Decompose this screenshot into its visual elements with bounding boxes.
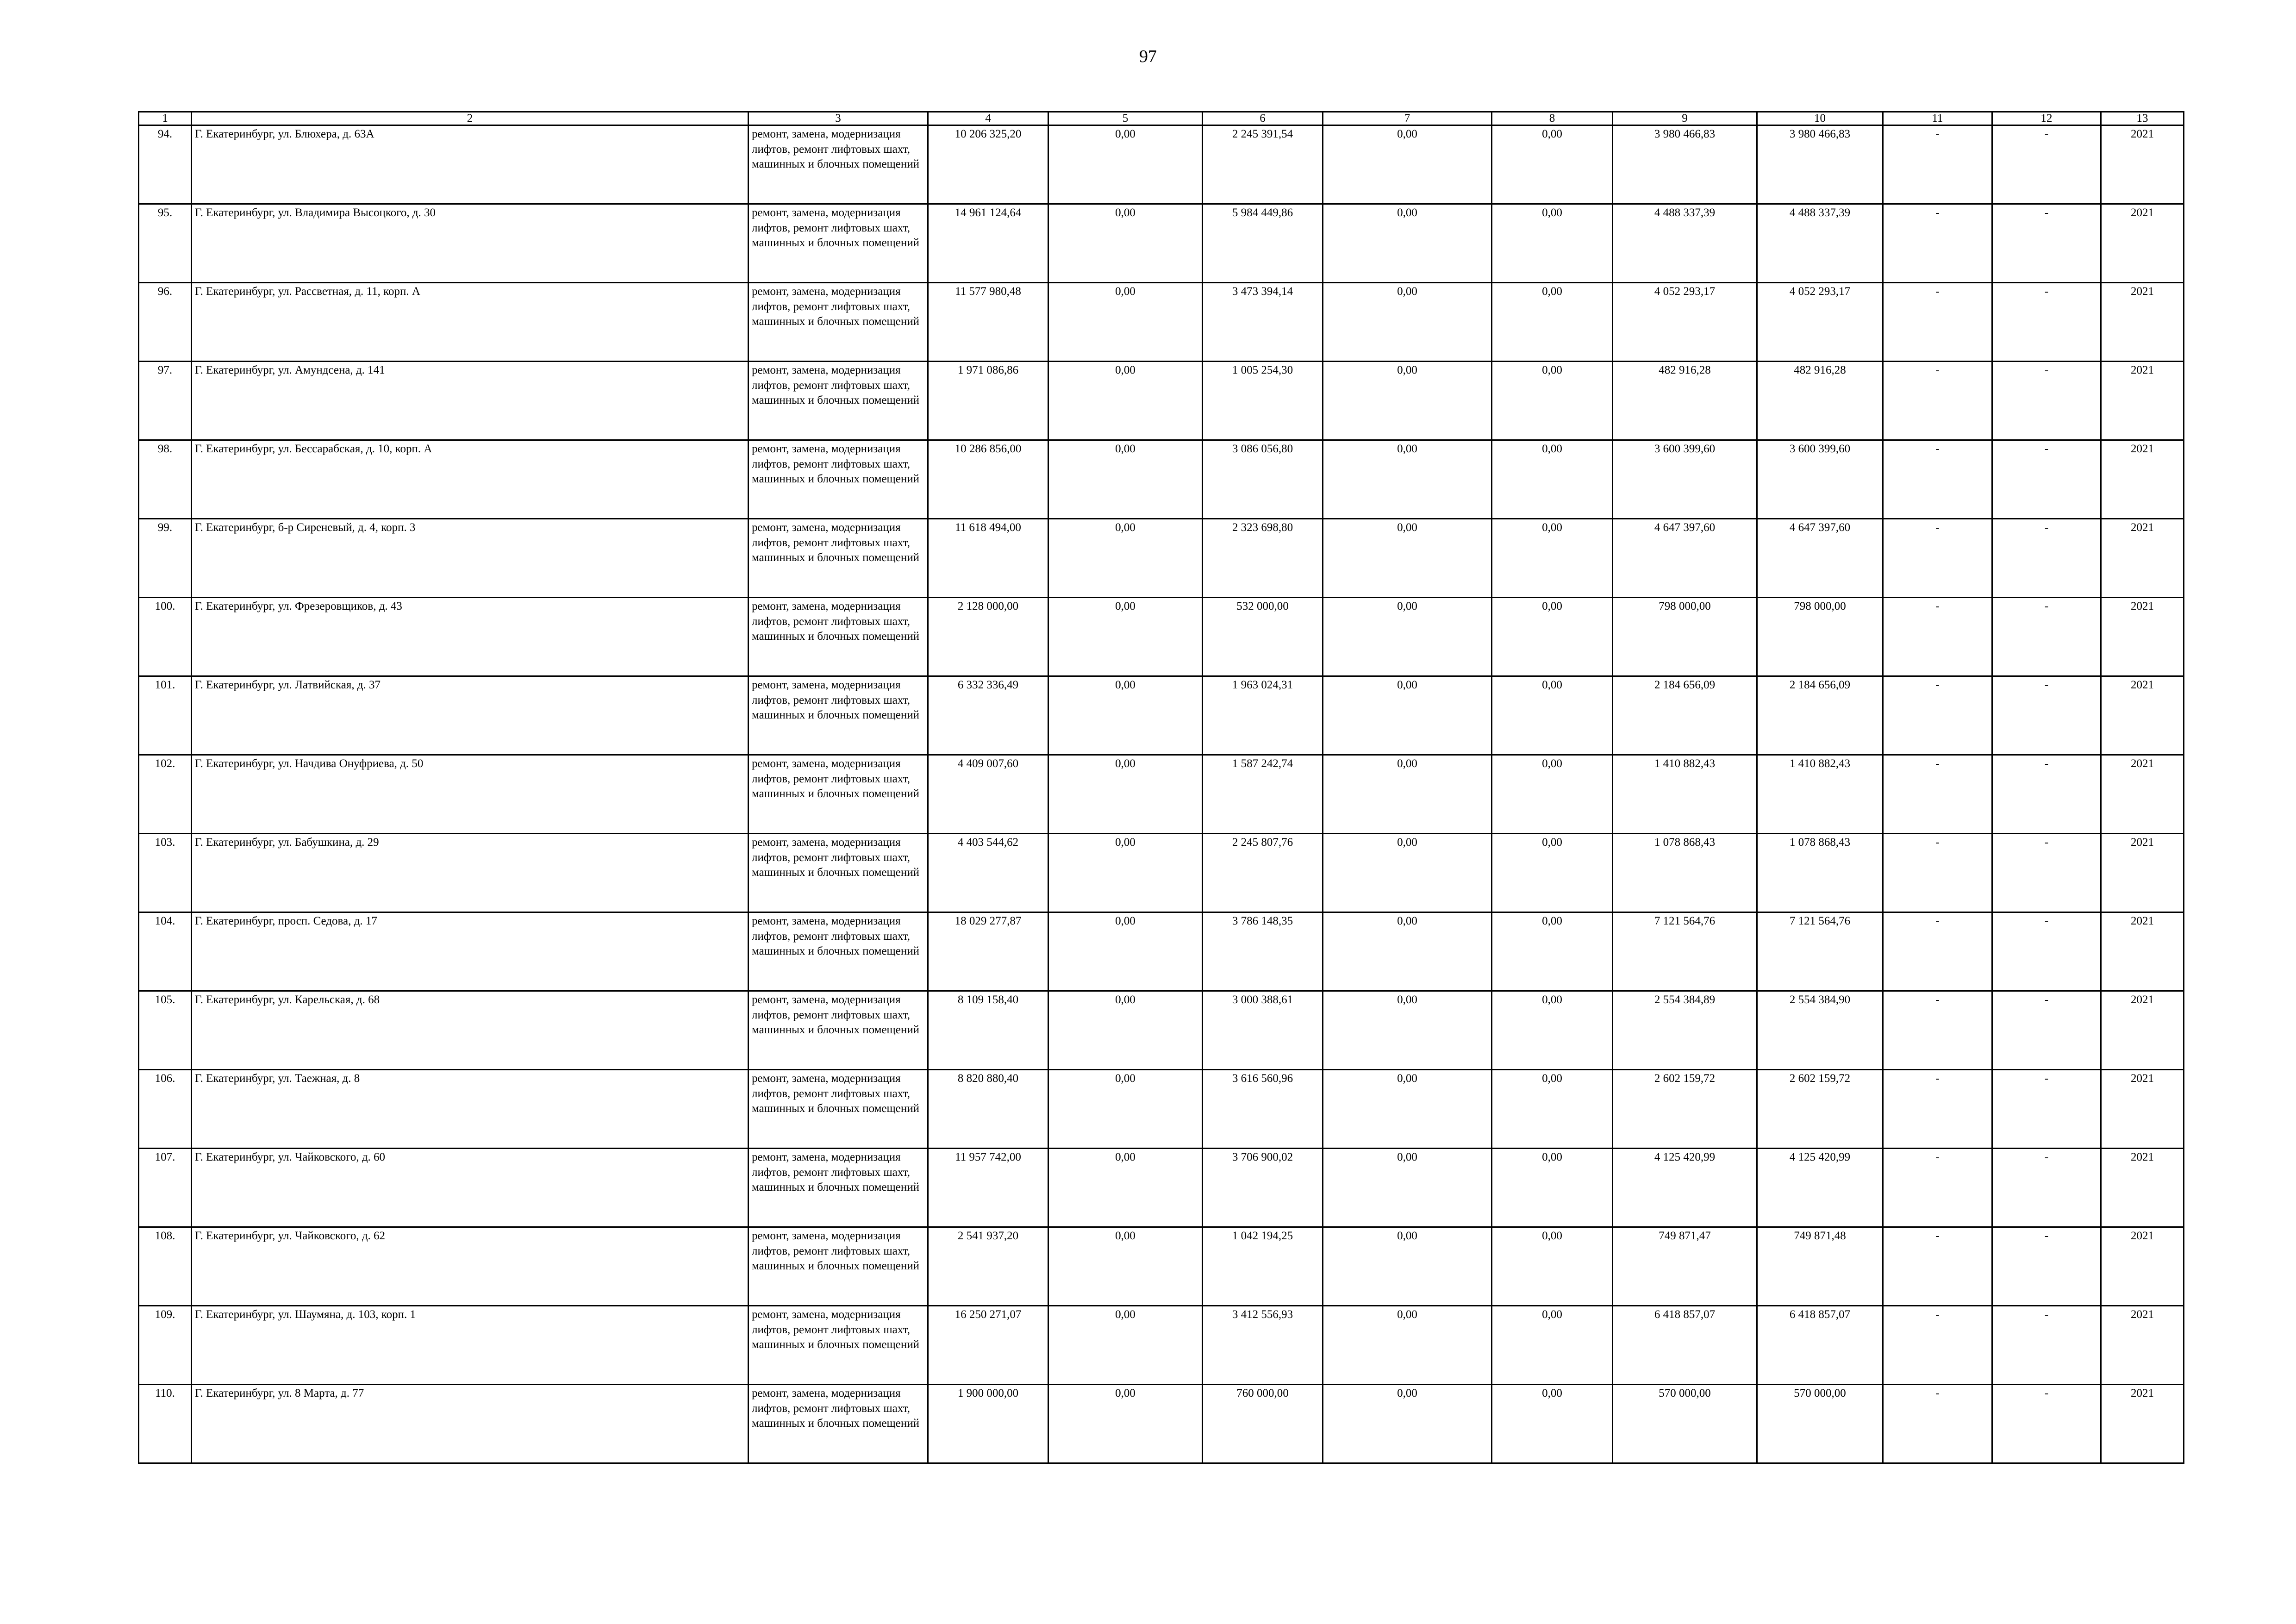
col-4-cell: 8 820 880,40 xyxy=(928,1070,1048,1149)
year-cell: 2021 xyxy=(2101,834,2184,912)
column-header-3: 3 xyxy=(749,112,928,125)
table-row xyxy=(139,755,2184,834)
col-9-cell: 482 916,28 xyxy=(1613,362,1757,440)
work-type-cell: ремонт, замена, модернизация лифтов, ремонт лифтовых шахт, машинных и блочных помещений xyxy=(749,283,928,362)
year-cell: 2021 xyxy=(2101,676,2184,755)
col-8-cell: 0,00 xyxy=(1492,912,1613,991)
address-cell: Г. Екатеринбург, ул. Карельская, д. 68 xyxy=(192,991,749,1070)
year-cell: 2021 xyxy=(2101,519,2184,598)
year-cell: 2021 xyxy=(2101,362,2184,440)
col-11-cell: - xyxy=(1883,912,1992,991)
col-9-cell: 4 052 293,17 xyxy=(1613,283,1757,362)
col-8-cell: 0,00 xyxy=(1492,440,1613,519)
col-11-cell: - xyxy=(1883,283,1992,362)
year-cell: 2021 xyxy=(2101,598,2184,676)
col-7-cell: 0,00 xyxy=(1323,440,1492,519)
col-9-cell: 3 600 399,60 xyxy=(1613,440,1757,519)
row-number: 102. xyxy=(139,755,192,834)
work-type-cell: ремонт, замена, модернизация лифтов, ремонт лифтовых шахт, машинных и блочных помещений xyxy=(749,991,928,1070)
table-row xyxy=(139,283,2184,362)
col-5-cell: 0,00 xyxy=(1048,519,1203,598)
col-7-cell: 0,00 xyxy=(1323,283,1492,362)
col-6-cell: 2 245 807,76 xyxy=(1203,834,1323,912)
row-number: 103. xyxy=(139,834,192,912)
col-7-cell: 0,00 xyxy=(1323,1385,1492,1463)
address-cell: Г. Екатеринбург, ул. Рассветная, д. 11, корп. А xyxy=(192,283,749,362)
col-8-cell: 0,00 xyxy=(1492,125,1613,204)
col-11-cell: - xyxy=(1883,204,1992,283)
year-cell: 2021 xyxy=(2101,991,2184,1070)
row-number: 97. xyxy=(139,362,192,440)
col-12-cell: - xyxy=(1992,1149,2101,1227)
column-header-7: 7 xyxy=(1323,112,1492,125)
row-number: 98. xyxy=(139,440,192,519)
col-6-cell: 3 086 056,80 xyxy=(1203,440,1323,519)
col-4-cell: 11 577 980,48 xyxy=(928,283,1048,362)
col-5-cell: 0,00 xyxy=(1048,755,1203,834)
row-number: 99. xyxy=(139,519,192,598)
col-12-cell: - xyxy=(1992,1070,2101,1149)
col-10-cell: 3 600 399,60 xyxy=(1757,440,1883,519)
col-10-cell: 2 602 159,72 xyxy=(1757,1070,1883,1149)
col-9-cell: 1 410 882,43 xyxy=(1613,755,1757,834)
col-4-cell: 6 332 336,49 xyxy=(928,676,1048,755)
row-number: 108. xyxy=(139,1227,192,1306)
address-cell: Г. Екатеринбург, ул. 8 Марта, д. 77 xyxy=(192,1385,749,1463)
column-header-13: 13 xyxy=(2101,112,2184,125)
column-header-11: 11 xyxy=(1883,112,1992,125)
col-11-cell: - xyxy=(1883,676,1992,755)
address-cell: Г. Екатеринбург, ул. Латвийская, д. 37 xyxy=(192,676,749,755)
work-type-cell: ремонт, замена, модернизация лифтов, ремонт лифтовых шахт, машинных и блочных помещений xyxy=(749,755,928,834)
col-6-cell: 532 000,00 xyxy=(1203,598,1323,676)
col-5-cell: 0,00 xyxy=(1048,125,1203,204)
col-6-cell: 5 984 449,86 xyxy=(1203,204,1323,283)
col-4-cell: 2 541 937,20 xyxy=(928,1227,1048,1306)
col-10-cell: 2 184 656,09 xyxy=(1757,676,1883,755)
address-cell: Г. Екатеринбург, ул. Амундсена, д. 141 xyxy=(192,362,749,440)
row-number: 110. xyxy=(139,1385,192,1463)
col-5-cell: 0,00 xyxy=(1048,283,1203,362)
col-11-cell: - xyxy=(1883,362,1992,440)
col-6-cell: 2 323 698,80 xyxy=(1203,519,1323,598)
col-6-cell: 2 245 391,54 xyxy=(1203,125,1323,204)
row-number: 104. xyxy=(139,912,192,991)
col-5-cell: 0,00 xyxy=(1048,912,1203,991)
work-type-cell: ремонт, замена, модернизация лифтов, ремонт лифтовых шахт, машинных и блочных помещений xyxy=(749,204,928,283)
col-6-cell: 3 616 560,96 xyxy=(1203,1070,1323,1149)
col-4-cell: 16 250 271,07 xyxy=(928,1306,1048,1385)
year-cell: 2021 xyxy=(2101,440,2184,519)
col-12-cell: - xyxy=(1992,912,2101,991)
col-4-cell: 4 409 007,60 xyxy=(928,755,1048,834)
col-12-cell: - xyxy=(1992,362,2101,440)
col-8-cell: 0,00 xyxy=(1492,519,1613,598)
table-row xyxy=(139,362,2184,440)
col-10-cell: 1 078 868,43 xyxy=(1757,834,1883,912)
address-cell: Г. Екатеринбург, ул. Шаумяна, д. 103, корп. 1 xyxy=(192,1306,749,1385)
col-8-cell: 0,00 xyxy=(1492,991,1613,1070)
year-cell: 2021 xyxy=(2101,912,2184,991)
table-row xyxy=(139,204,2184,283)
work-type-cell: ремонт, замена, модернизация лифтов, ремонт лифтовых шахт, машинных и блочных помещений xyxy=(749,1227,928,1306)
col-10-cell: 7 121 564,76 xyxy=(1757,912,1883,991)
col-9-cell: 3 980 466,83 xyxy=(1613,125,1757,204)
year-cell: 2021 xyxy=(2101,1149,2184,1227)
column-header-6: 6 xyxy=(1203,112,1323,125)
address-cell: Г. Екатеринбург, ул. Бессарабская, д. 10, корп. А xyxy=(192,440,749,519)
col-7-cell: 0,00 xyxy=(1323,598,1492,676)
row-number: 109. xyxy=(139,1306,192,1385)
col-4-cell: 2 128 000,00 xyxy=(928,598,1048,676)
col-10-cell: 6 418 857,07 xyxy=(1757,1306,1883,1385)
col-5-cell: 0,00 xyxy=(1048,598,1203,676)
year-cell: 2021 xyxy=(2101,125,2184,204)
work-type-cell: ремонт, замена, модернизация лифтов, ремонт лифтовых шахт, машинных и блочных помещений xyxy=(749,598,928,676)
col-10-cell: 570 000,00 xyxy=(1757,1385,1883,1463)
col-7-cell: 0,00 xyxy=(1323,1306,1492,1385)
col-6-cell: 1 587 242,74 xyxy=(1203,755,1323,834)
column-header-12: 12 xyxy=(1992,112,2101,125)
col-8-cell: 0,00 xyxy=(1492,204,1613,283)
col-7-cell: 0,00 xyxy=(1323,1149,1492,1227)
col-12-cell: - xyxy=(1992,1385,2101,1463)
col-9-cell: 798 000,00 xyxy=(1613,598,1757,676)
col-10-cell: 4 052 293,17 xyxy=(1757,283,1883,362)
column-header-2: 2 xyxy=(192,112,749,125)
work-type-cell: ремонт, замена, модернизация лифтов, ремонт лифтовых шахт, машинных и блочных помещений xyxy=(749,362,928,440)
col-6-cell: 3 706 900,02 xyxy=(1203,1149,1323,1227)
col-5-cell: 0,00 xyxy=(1048,204,1203,283)
table-row xyxy=(139,1385,2184,1463)
col-7-cell: 0,00 xyxy=(1323,912,1492,991)
col-10-cell: 749 871,48 xyxy=(1757,1227,1883,1306)
col-5-cell: 0,00 xyxy=(1048,834,1203,912)
col-9-cell: 2 554 384,89 xyxy=(1613,991,1757,1070)
col-11-cell: - xyxy=(1883,1385,1992,1463)
table-row xyxy=(139,991,2184,1070)
table-row xyxy=(139,1149,2184,1227)
address-cell: Г. Екатеринбург, ул. Чайковского, д. 60 xyxy=(192,1149,749,1227)
col-11-cell: - xyxy=(1883,1149,1992,1227)
col-5-cell: 0,00 xyxy=(1048,362,1203,440)
row-number: 101. xyxy=(139,676,192,755)
col-6-cell: 3 412 556,93 xyxy=(1203,1306,1323,1385)
col-9-cell: 570 000,00 xyxy=(1613,1385,1757,1463)
column-header-10: 10 xyxy=(1757,112,1883,125)
column-header-9: 9 xyxy=(1613,112,1757,125)
work-type-cell: ремонт, замена, модернизация лифтов, ремонт лифтовых шахт, машинных и блочных помещений xyxy=(749,1385,928,1463)
col-6-cell: 3 000 388,61 xyxy=(1203,991,1323,1070)
col-8-cell: 0,00 xyxy=(1492,755,1613,834)
year-cell: 2021 xyxy=(2101,1070,2184,1149)
col-5-cell: 0,00 xyxy=(1048,1070,1203,1149)
row-number: 106. xyxy=(139,1070,192,1149)
table-row xyxy=(139,1227,2184,1306)
col-11-cell: - xyxy=(1883,1306,1992,1385)
col-7-cell: 0,00 xyxy=(1323,1070,1492,1149)
col-5-cell: 0,00 xyxy=(1048,1149,1203,1227)
col-10-cell: 2 554 384,90 xyxy=(1757,991,1883,1070)
work-type-cell: ремонт, замена, модернизация лифтов, ремонт лифтовых шахт, машинных и блочных помещений xyxy=(749,912,928,991)
work-type-cell: ремонт, замена, модернизация лифтов, ремонт лифтовых шахт, машинных и блочных помещений xyxy=(749,834,928,912)
row-number: 105. xyxy=(139,991,192,1070)
col-11-cell: - xyxy=(1883,991,1992,1070)
col-12-cell: - xyxy=(1992,598,2101,676)
col-7-cell: 0,00 xyxy=(1323,755,1492,834)
work-type-cell: ремонт, замена, модернизация лифтов, ремонт лифтовых шахт, машинных и блочных помещений xyxy=(749,1149,928,1227)
col-5-cell: 0,00 xyxy=(1048,1385,1203,1463)
table-row xyxy=(139,519,2184,598)
column-header-1: 1 xyxy=(139,112,192,125)
col-9-cell: 749 871,47 xyxy=(1613,1227,1757,1306)
col-11-cell: - xyxy=(1883,519,1992,598)
address-cell: Г. Екатеринбург, б-р Сиреневый, д. 4, корп. 3 xyxy=(192,519,749,598)
address-cell: Г. Екатеринбург, ул. Блюхера, д. 63А xyxy=(192,125,749,204)
col-12-cell: - xyxy=(1992,676,2101,755)
col-8-cell: 0,00 xyxy=(1492,283,1613,362)
col-10-cell: 1 410 882,43 xyxy=(1757,755,1883,834)
col-4-cell: 1 971 086,86 xyxy=(928,362,1048,440)
table-row xyxy=(139,1306,2184,1385)
row-number: 96. xyxy=(139,283,192,362)
col-6-cell: 3 786 148,35 xyxy=(1203,912,1323,991)
col-11-cell: - xyxy=(1883,125,1992,204)
col-11-cell: - xyxy=(1883,755,1992,834)
col-5-cell: 0,00 xyxy=(1048,676,1203,755)
address-cell: Г. Екатеринбург, просп. Седова, д. 17 xyxy=(192,912,749,991)
page-number: 97 xyxy=(1139,47,1157,66)
work-type-cell: ремонт, замена, модернизация лифтов, ремонт лифтовых шахт, машинных и блочных помещений xyxy=(749,440,928,519)
col-12-cell: - xyxy=(1992,1227,2101,1306)
col-6-cell: 760 000,00 xyxy=(1203,1385,1323,1463)
col-10-cell: 4 125 420,99 xyxy=(1757,1149,1883,1227)
col-4-cell: 1 900 000,00 xyxy=(928,1385,1048,1463)
col-8-cell: 0,00 xyxy=(1492,1149,1613,1227)
col-11-cell: - xyxy=(1883,598,1992,676)
col-4-cell: 10 286 856,00 xyxy=(928,440,1048,519)
col-12-cell: - xyxy=(1992,991,2101,1070)
col-12-cell: - xyxy=(1992,519,2101,598)
column-number-header xyxy=(139,112,2184,125)
col-10-cell: 798 000,00 xyxy=(1757,598,1883,676)
column-header-4: 4 xyxy=(928,112,1048,125)
col-11-cell: - xyxy=(1883,834,1992,912)
table-row xyxy=(139,440,2184,519)
table-row xyxy=(139,912,2184,991)
col-7-cell: 0,00 xyxy=(1323,125,1492,204)
col-10-cell: 3 980 466,83 xyxy=(1757,125,1883,204)
col-12-cell: - xyxy=(1992,204,2101,283)
col-12-cell: - xyxy=(1992,834,2101,912)
row-number: 107. xyxy=(139,1149,192,1227)
table-row xyxy=(139,834,2184,912)
work-type-cell: ремонт, замена, модернизация лифтов, ремонт лифтовых шахт, машинных и блочных помещений xyxy=(749,519,928,598)
col-7-cell: 0,00 xyxy=(1323,1227,1492,1306)
col-4-cell: 14 961 124,64 xyxy=(928,204,1048,283)
col-6-cell: 3 473 394,14 xyxy=(1203,283,1323,362)
col-12-cell: - xyxy=(1992,440,2101,519)
col-10-cell: 482 916,28 xyxy=(1757,362,1883,440)
col-6-cell: 1 005 254,30 xyxy=(1203,362,1323,440)
col-5-cell: 0,00 xyxy=(1048,440,1203,519)
column-header-5: 5 xyxy=(1048,112,1203,125)
col-7-cell: 0,00 xyxy=(1323,519,1492,598)
address-cell: Г. Екатеринбург, ул. Фрезеровщиков, д. 43 xyxy=(192,598,749,676)
col-8-cell: 0,00 xyxy=(1492,1227,1613,1306)
year-cell: 2021 xyxy=(2101,283,2184,362)
col-4-cell: 18 029 277,87 xyxy=(928,912,1048,991)
col-11-cell: - xyxy=(1883,440,1992,519)
register-table xyxy=(138,111,2184,1464)
col-4-cell: 4 403 544,62 xyxy=(928,834,1048,912)
row-number: 100. xyxy=(139,598,192,676)
col-7-cell: 0,00 xyxy=(1323,676,1492,755)
col-8-cell: 0,00 xyxy=(1492,676,1613,755)
col-8-cell: 0,00 xyxy=(1492,834,1613,912)
col-6-cell: 1 963 024,31 xyxy=(1203,676,1323,755)
col-7-cell: 0,00 xyxy=(1323,834,1492,912)
col-8-cell: 0,00 xyxy=(1492,598,1613,676)
col-9-cell: 2 184 656,09 xyxy=(1613,676,1757,755)
work-type-cell: ремонт, замена, модернизация лифтов, ремонт лифтовых шахт, машинных и блочных помещений xyxy=(749,1306,928,1385)
col-5-cell: 0,00 xyxy=(1048,1227,1203,1306)
table-body xyxy=(139,125,2184,1463)
year-cell: 2021 xyxy=(2101,1227,2184,1306)
row-number: 95. xyxy=(139,204,192,283)
table-row xyxy=(139,598,2184,676)
col-7-cell: 0,00 xyxy=(1323,991,1492,1070)
col-11-cell: - xyxy=(1883,1070,1992,1149)
col-12-cell: - xyxy=(1992,1306,2101,1385)
col-12-cell: - xyxy=(1992,755,2101,834)
address-cell: Г. Екатеринбург, ул. Бабушкина, д. 29 xyxy=(192,834,749,912)
col-7-cell: 0,00 xyxy=(1323,362,1492,440)
year-cell: 2021 xyxy=(2101,204,2184,283)
col-4-cell: 11 957 742,00 xyxy=(928,1149,1048,1227)
table-row xyxy=(139,1070,2184,1149)
col-12-cell: - xyxy=(1992,125,2101,204)
col-5-cell: 0,00 xyxy=(1048,991,1203,1070)
col-4-cell: 11 618 494,00 xyxy=(928,519,1048,598)
col-4-cell: 8 109 158,40 xyxy=(928,991,1048,1070)
table-row xyxy=(139,125,2184,204)
year-cell: 2021 xyxy=(2101,755,2184,834)
work-type-cell: ремонт, замена, модернизация лифтов, ремонт лифтовых шахт, машинных и блочных помещений xyxy=(749,125,928,204)
col-10-cell: 4 647 397,60 xyxy=(1757,519,1883,598)
col-8-cell: 0,00 xyxy=(1492,362,1613,440)
col-4-cell: 10 206 325,20 xyxy=(928,125,1048,204)
work-type-cell: ремонт, замена, модернизация лифтов, ремонт лифтовых шахт, машинных и блочных помещений xyxy=(749,676,928,755)
address-cell: Г. Екатеринбург, ул. Таежная, д. 8 xyxy=(192,1070,749,1149)
col-11-cell: - xyxy=(1883,1227,1992,1306)
work-type-cell: ремонт, замена, модернизация лифтов, ремонт лифтовых шахт, машинных и блочных помещений xyxy=(749,1070,928,1149)
col-8-cell: 0,00 xyxy=(1492,1306,1613,1385)
col-9-cell: 6 418 857,07 xyxy=(1613,1306,1757,1385)
row-number: 94. xyxy=(139,125,192,204)
table-row xyxy=(139,676,2184,755)
col-5-cell: 0,00 xyxy=(1048,1306,1203,1385)
col-10-cell: 4 488 337,39 xyxy=(1757,204,1883,283)
address-cell: Г. Екатеринбург, ул. Начдива Онуфриева, д. 50 xyxy=(192,755,749,834)
col-9-cell: 4 125 420,99 xyxy=(1613,1149,1757,1227)
col-9-cell: 4 647 397,60 xyxy=(1613,519,1757,598)
col-9-cell: 4 488 337,39 xyxy=(1613,204,1757,283)
year-cell: 2021 xyxy=(2101,1385,2184,1463)
year-cell: 2021 xyxy=(2101,1306,2184,1385)
col-9-cell: 1 078 868,43 xyxy=(1613,834,1757,912)
column-header-8: 8 xyxy=(1492,112,1613,125)
col-8-cell: 0,00 xyxy=(1492,1070,1613,1149)
col-9-cell: 7 121 564,76 xyxy=(1613,912,1757,991)
col-7-cell: 0,00 xyxy=(1323,204,1492,283)
address-cell: Г. Екатеринбург, ул. Чайковского, д. 62 xyxy=(192,1227,749,1306)
col-6-cell: 1 042 194,25 xyxy=(1203,1227,1323,1306)
address-cell: Г. Екатеринбург, ул. Владимира Высоцкого, д. 30 xyxy=(192,204,749,283)
col-9-cell: 2 602 159,72 xyxy=(1613,1070,1757,1149)
col-8-cell: 0,00 xyxy=(1492,1385,1613,1463)
header-row xyxy=(139,112,2184,125)
col-12-cell: - xyxy=(1992,283,2101,362)
